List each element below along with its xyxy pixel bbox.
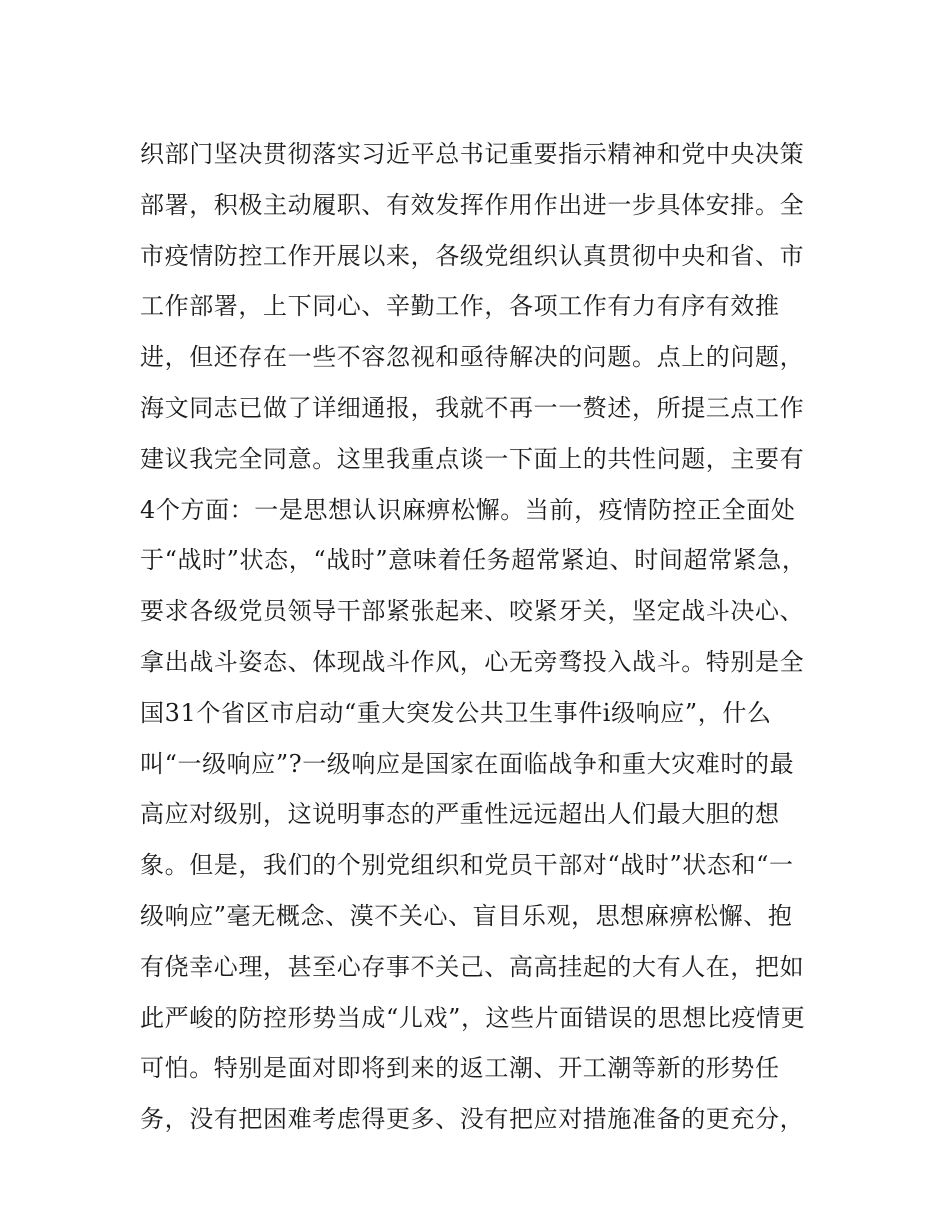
text-line: 市疫情防控工作开展以来，各级党组织认真贯彻中央和省、市 (140, 241, 805, 270)
body-paragraph (140, 129, 840, 1145)
text-line: 级响应”毫无概念、漠不关心、盲目乐观，思想麻痹松懈、抱 (140, 901, 793, 930)
text-line: 织部门坚决贯彻落实习近平总书记重要指示精神和党中央决策 (140, 140, 805, 168)
text-line: 于“战时”状态，“战时”意味着任务超常紧迫、时间超常紧急， (140, 546, 807, 575)
text-line: 务，没有把困难考虑得更多、没有把应对措施准备的更充分， (140, 1105, 805, 1134)
text-line: 拿出战斗姿态、体现战斗作风，心无旁骛投入战斗。特别是全 (140, 647, 805, 676)
text-line: 4个方面：一是思想认识麻痹松懈。当前，疫情防控正全面处 (140, 495, 796, 524)
text-line: 叫“一级响应”?一级响应是国家在面临战争和重大灾难时的最 (140, 749, 795, 778)
text-line: 要求各级党员领导干部紧张起来、咬紧牙关，坚定战斗决心、 (140, 597, 805, 626)
text-line: 进，但还存在一些不容忽视和亟待解决的问题。点上的问题， (140, 343, 805, 372)
text-line: 建议我完全同意。这里我重点谈一下面上的共性问题，主要有 (140, 444, 805, 473)
text-line: 国31个省区市启动“重大突发公共卫生事件ⅰ级响应”，什么 (140, 698, 772, 727)
text-line: 高应对级别，这说明事态的严重性远远超出人们最大胆的想 (140, 800, 780, 829)
text-line: 此严峻的防控形势当成“儿戏”，这些片面错误的思想比疫情更 (140, 1003, 806, 1032)
text-line: 可怕。特别是面对即将到来的返工潮、开工潮等新的形势任 (140, 1054, 780, 1083)
text-line: 工作部署，上下同心、辛勤工作，各项工作有力有序有效推 (140, 292, 780, 321)
text-line: 部署，积极主动履职、有效发挥作用作出进一步具体安排。全 (140, 190, 805, 219)
text-line: 象。但是，我们的个别党组织和党员干部对“战时”状态和“一 (140, 851, 794, 880)
text-line: 海文同志已做了详细通报，我就不再一一赘述，所提三点工作 (140, 393, 805, 422)
text-line: 有侥幸心理，甚至心存事不关己、高高挂起的大有人在，把如 (140, 952, 805, 981)
